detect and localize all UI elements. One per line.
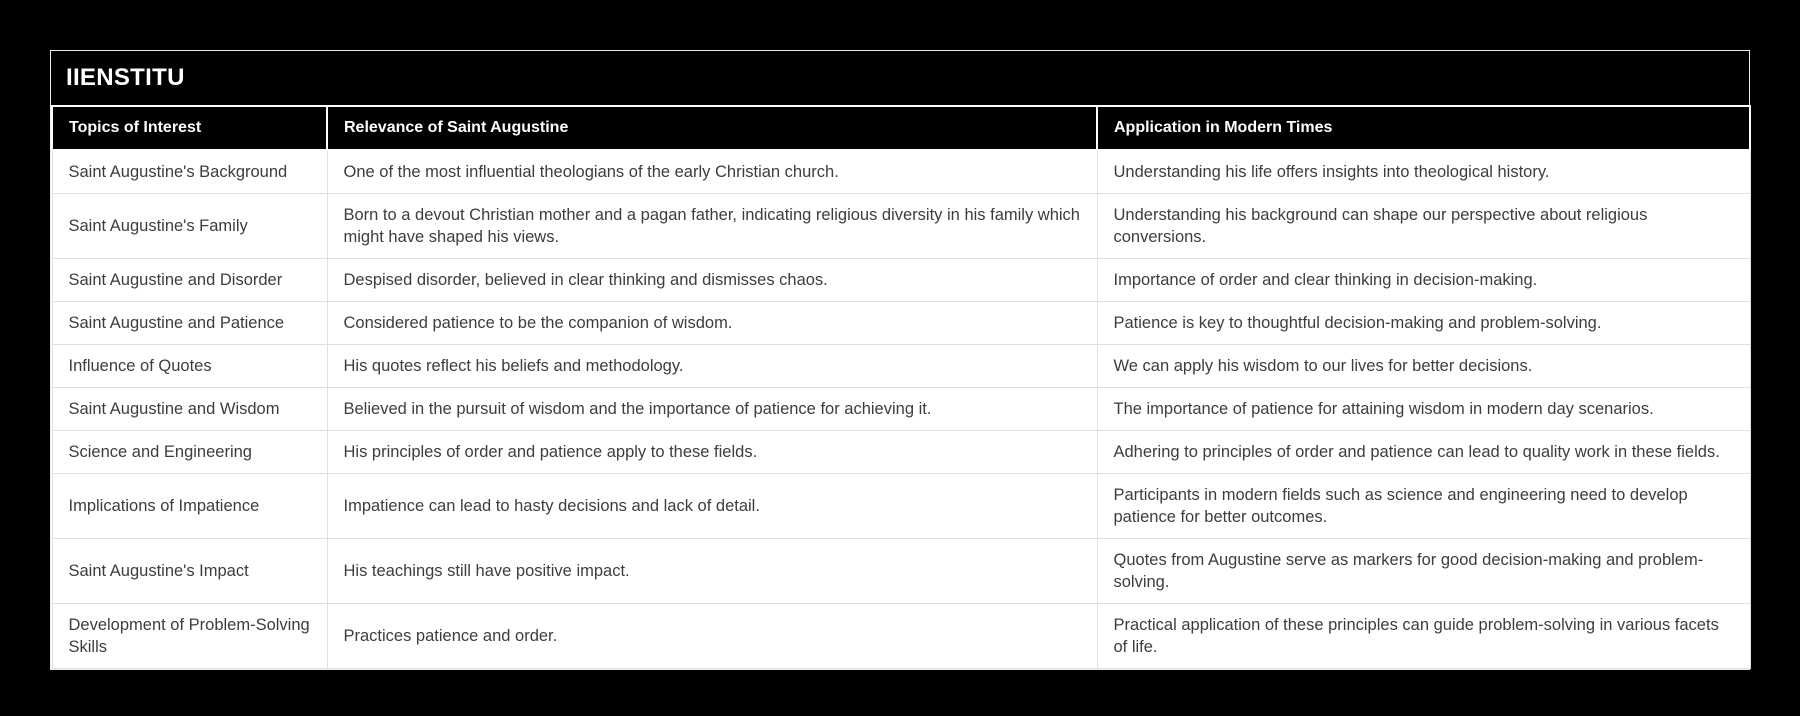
table-row: [52, 539, 1750, 604]
table-cell: Considered patience to be the companion of wisdom.: [327, 302, 1097, 345]
table-cell: Participants in modern fields such as science and engineering need to develop patience for better outcomes.: [1097, 474, 1750, 539]
column-header: Application in Modern Times: [1097, 106, 1750, 150]
table-card: [50, 50, 1750, 670]
table-row: [52, 388, 1750, 431]
table-cell: Saint Augustine and Disorder: [52, 259, 327, 302]
table-row: [52, 345, 1750, 388]
table-cell: Saint Augustine's Impact: [52, 539, 327, 604]
table-row: [52, 259, 1750, 302]
column-header: Topics of Interest: [52, 106, 327, 150]
table-cell: One of the most influential theologians of the early Christian church.: [327, 150, 1097, 194]
table-cell: Believed in the pursuit of wisdom and the importance of patience for achieving it.: [327, 388, 1097, 431]
table-row: [52, 431, 1750, 474]
table-cell: Impatience can lead to hasty decisions and lack of detail.: [327, 474, 1097, 539]
table-row: [52, 194, 1750, 259]
table-cell: Born to a devout Christian mother and a pagan father, indicating religious diversity in his family which might have shaped his views.: [327, 194, 1097, 259]
table-cell: Implications of Impatience: [52, 474, 327, 539]
table-cell: Importance of order and clear thinking in decision-making.: [1097, 259, 1750, 302]
column-header-row: [52, 106, 1750, 150]
table-row: [52, 474, 1750, 539]
table-cell: Saint Augustine and Wisdom: [52, 388, 327, 431]
table-cell: Practical application of these principles can guide problem-solving in various facets of life.: [1097, 604, 1750, 669]
brand-title: IIENSTITU: [51, 51, 1749, 105]
table-cell: Saint Augustine and Patience: [52, 302, 327, 345]
table-cell: Quotes from Augustine serve as markers for good decision-making and problem-solving.: [1097, 539, 1750, 604]
table-cell: Saint Augustine's Family: [52, 194, 327, 259]
table-cell: Influence of Quotes: [52, 345, 327, 388]
table-cell: His teachings still have positive impact.: [327, 539, 1097, 604]
data-table: [51, 105, 1751, 669]
column-header: Relevance of Saint Augustine: [327, 106, 1097, 150]
table-cell: We can apply his wisdom to our lives for better decisions.: [1097, 345, 1750, 388]
table-cell: Despised disorder, believed in clear thinking and dismisses chaos.: [327, 259, 1097, 302]
table-cell: Science and Engineering: [52, 431, 327, 474]
table-row: [52, 150, 1750, 194]
table-cell: Saint Augustine's Background: [52, 150, 327, 194]
table-cell: Adhering to principles of order and patience can lead to quality work in these fields.: [1097, 431, 1750, 474]
table-cell: Practices patience and order.: [327, 604, 1097, 669]
table-cell: Understanding his background can shape our perspective about religious conversions.: [1097, 194, 1750, 259]
table-cell: His quotes reflect his beliefs and methodology.: [327, 345, 1097, 388]
table-cell: Patience is key to thoughtful decision-making and problem-solving.: [1097, 302, 1750, 345]
table-row: [52, 302, 1750, 345]
table-cell: His principles of order and patience apply to these fields.: [327, 431, 1097, 474]
table-cell: Understanding his life offers insights into theological history.: [1097, 150, 1750, 194]
table-body: [52, 150, 1750, 669]
table-cell: Development of Problem-Solving Skills: [52, 604, 327, 669]
table-cell: The importance of patience for attaining wisdom in modern day scenarios.: [1097, 388, 1750, 431]
table-row: [52, 604, 1750, 669]
